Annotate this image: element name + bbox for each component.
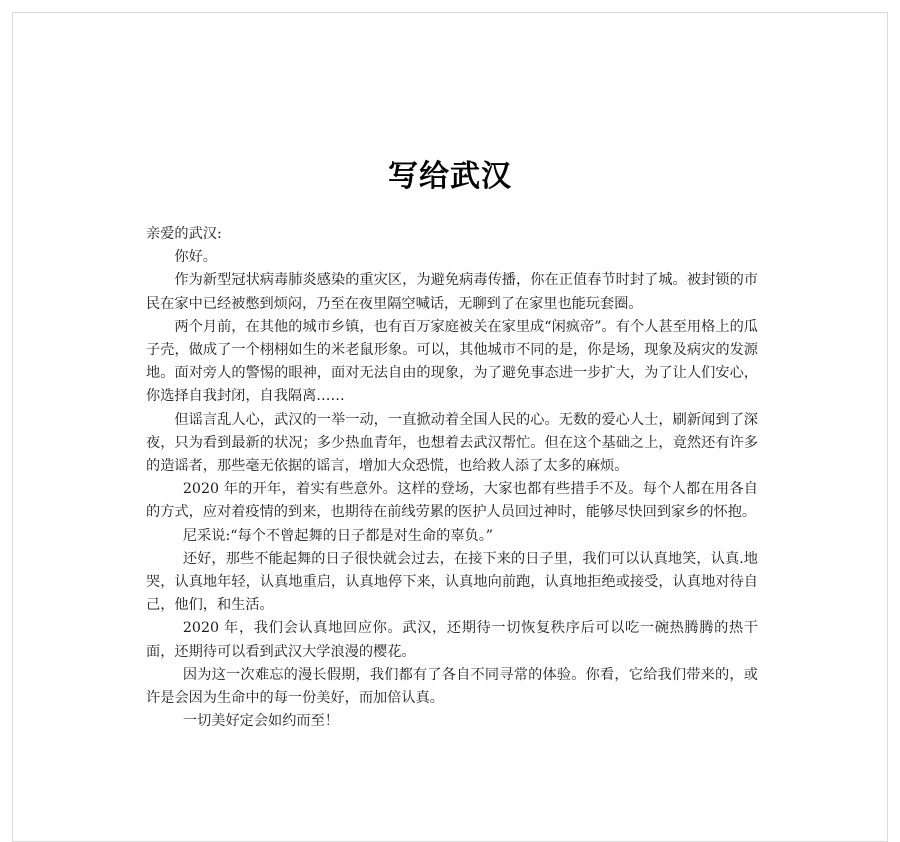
body-paragraph: 作为新型冠状病毒肺炎感染的重灾区，为避免病毒传播，你在正值春节时封了城。被封锁的市民在家中已经被憋到烦闷，乃至在夜里隔空喊话，无聊到了在家里也能玩套圈。 — [146, 272, 758, 312]
body-paragraph: 因为这一次难忘的漫长假期，我们都有了各自不同寻常的体验。你看，它给我们带来的，或许是会因为生命中的每一份美好，而加倍认真。 — [146, 666, 758, 707]
body-paragraph: 2020 年的开年，着实有些意外。这样的登场，大家也都有些措手不及。每个人都在用各自的方式，应对着疫情的到来，也期待在前线劳累的医护人员回过神时，能够尽快回到家乡的怀抱。 — [146, 481, 758, 521]
salutation: 亲爱的武汉: — [146, 226, 222, 242]
body-paragraph: 还好，那些不能起舞的日子很快就会过去，在接下来的日子里，我们可以认真地笑，认真.地哭，认真地年轻，认真地重启，认真地停下来，认真地向前跑，认真地拒绝或接受，认真地对待自己，他们，和生活。 — [146, 550, 758, 614]
body-paragraph: 但谣言乱人心，武汉的一举一动，一直掀动着全国人民的心。无数的爱心人士，刷新闻到了深夜，只为看到最新的状况；多少热血青年，也想着去武汉帮忙。但在这个基础之上，竟然还有许多的造谣者，那些毫无依据的谣言，增加大众恐慌，也给救人添了太多的麻烦。 — [146, 411, 758, 475]
document-title: 写给武汉 — [388, 159, 512, 194]
document-body — [146, 223, 758, 733]
closing-line: 一切美好定会如约而至！ — [182, 713, 339, 730]
body-paragraph: 两个月前，在其他的城市乡镇，也有百万家庭被关在家里成“闲疯帝”。有个人甚至用格上的瓜子壳，做成了一个栩栩如生的米老鼠形象。可以，其他城市不同的是，你是场，现象及病灾的发源地。面对旁人的警惕的眼神，面对无法自由的现象，为了避免事态进一步扩大，为了让人们安心，你选择自我封闭，自我隔离…… — [146, 318, 758, 405]
body-paragraph: 2020 年，我们会认真地回应你。武汉，还期待一切恢复秩序后可以吃一碗热腾腾的热干面，还期待可以看到武汉大学浪漫的樱花。 — [146, 620, 758, 660]
document-page — [12, 12, 888, 842]
quote-paragraph: 尼采说:“每个不曾起舞的日子都是对生命的辜负。” — [182, 527, 494, 544]
greeting: 你好。 — [174, 249, 217, 266]
